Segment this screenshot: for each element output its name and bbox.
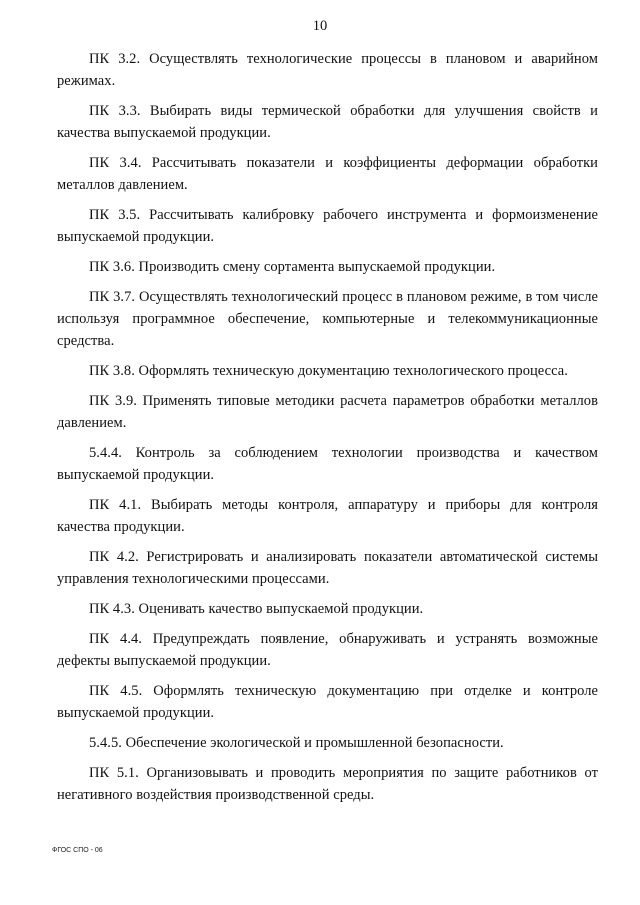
paragraph-pk-4-2: ПК 4.2. Регистрировать и анализировать показатели автоматической системы управления технологическими процессами. [57, 549, 598, 587]
footer-standard-code: ФГОС СПО - 06 [52, 847, 103, 854]
paragraph-pk-3-8: ПК 3.8. Оформлять техническую документацию технологического процесса. [89, 363, 568, 379]
paragraph-pk-3-4: ПК 3.4. Рассчитывать показатели и коэффициенты деформации обработки металлов давлением. [57, 155, 598, 193]
paragraph-pk-3-3: ПК 3.3. Выбирать виды термической обработки для улучшения свойств и качества выпускаемой продукции. [57, 103, 598, 141]
paragraph-pk-3-9: ПК 3.9. Применять типовые методики расчета параметров обработки металлов давлением. [57, 393, 598, 431]
document-body [57, 48, 598, 814]
paragraph-pk-3-7: ПК 3.7. Осуществлять технологический процесс в плановом режиме, в том числе используя программное обеспечение, компьютерные и телекоммуникационные средства. [57, 289, 598, 349]
paragraph-pk-3-2: ПК 3.2. Осуществлять технологические процессы в плановом и аварийном режимах. [57, 51, 598, 89]
paragraph-pk-4-5: ПК 4.5. Оформлять техническую документацию при отделке и контроле выпускаемой продукции. [57, 683, 598, 721]
paragraph-pk-3-5: ПК 3.5. Рассчитывать калибровку рабочего инструмента и формоизменение выпускаемой продукции. [57, 207, 598, 245]
page-number: 10 [312, 18, 328, 34]
paragraph-pk-4-4: ПК 4.4. Предупреждать появление, обнаруживать и устранять возможные дефекты выпускаемой продукции. [57, 631, 598, 669]
section-heading-5-4-4: 5.4.4. Контроль за соблюдением технологии производства и качеством выпускаемой продукции. [57, 445, 598, 483]
paragraph-pk-4-3: ПК 4.3. Оценивать качество выпускаемой продукции. [89, 601, 424, 617]
paragraph-pk-4-1: ПК 4.1. Выбирать методы контроля, аппаратуру и приборы для контроля качества продукции. [57, 497, 598, 535]
paragraph-pk-5-1: ПК 5.1. Организовывать и проводить мероприятия по защите работников от негативного воздействия производственной среды. [57, 765, 598, 803]
section-heading-5-4-5: 5.4.5. Обеспечение экологической и промышленной безопасности. [89, 735, 504, 751]
paragraph-pk-3-6: ПК 3.6. Производить смену сортамента выпускаемой продукции. [89, 259, 496, 275]
